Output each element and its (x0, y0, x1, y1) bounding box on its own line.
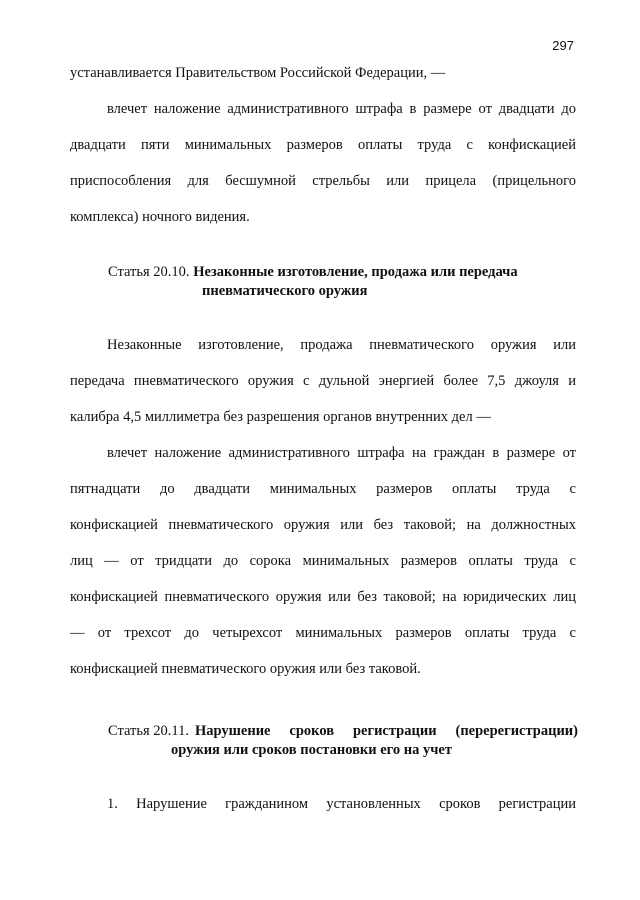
text-line: устанавливается Правительством Российской Федерации, — (70, 65, 446, 81)
article-title: Незаконные изготовление, продажа или передача (193, 264, 518, 280)
text-line: конфискацией пневматического оружия или без таковой; на должностных (70, 517, 576, 533)
text-line: двадцати пяти минимальных размеров оплаты труда с конфискацией (70, 137, 576, 153)
text-line: калибра 4,5 миллиметра без разрешения органов внутренних дел — (70, 409, 491, 425)
text-line: конфискацией пневматического оружия или без таковой. (70, 661, 421, 677)
text-line: комплекса) ночного видения. (70, 209, 250, 225)
text-line: 1. Нарушение гражданином установленных сроков регистрации (107, 796, 576, 812)
article-heading-20-11 (108, 722, 578, 760)
text-line: передача пневматического оружия с дульной энергией более 7,5 джоуля и (70, 373, 576, 389)
text-line: пятнадцати до двадцати минимальных размеров оплаты труда с (70, 481, 576, 497)
article-heading-20-10 (108, 263, 578, 301)
article-body-20-10 (70, 327, 576, 687)
text-line: конфискацией пневматического оружия или без таковой; на юридических лиц (70, 589, 576, 605)
text-line: лиц — от тридцати до сорока минимальных размеров оплаты труда с (70, 553, 576, 569)
article-number: Статья 20.10. (108, 264, 190, 280)
text-line: — от трехсот до четырехсот минимальных размеров оплаты труда с (70, 625, 576, 641)
article-number: Статья 20.11. (108, 723, 190, 739)
text-line: Незаконные изготовление, продажа пневматического оружия или (107, 337, 576, 353)
text-line: влечет наложение административного штрафа на граждан в размере от (107, 445, 576, 461)
article-body-20-11 (70, 786, 576, 822)
article-title-continued: оружия или сроков постановки его на учет (171, 742, 452, 758)
page-number: 297 (552, 38, 574, 53)
paragraph-block-1 (70, 55, 576, 235)
article-title-continued: пневматического оружия (202, 283, 368, 299)
text-line: приспособления для бесшумной стрельбы или прицела (прицельного (70, 173, 576, 189)
article-title: Нарушение сроков регистрации (перерегистрации) (195, 723, 578, 739)
text-line: влечет наложение административного штрафа в размере от двадцати до (107, 101, 576, 117)
